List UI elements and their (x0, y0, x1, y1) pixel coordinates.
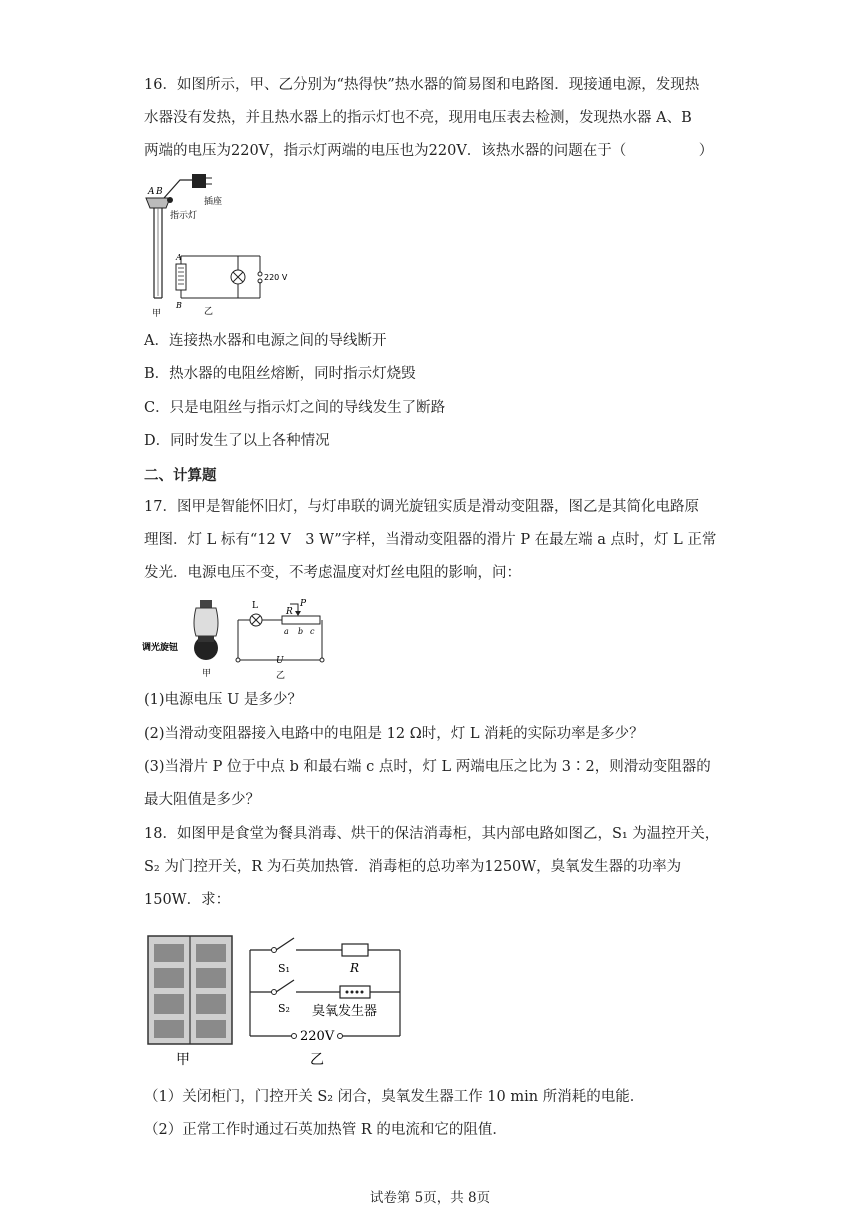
label-yi: 乙 (310, 1052, 324, 1068)
label-a: a (284, 627, 289, 636)
plug-icon (192, 174, 206, 188)
label-r: R (350, 961, 360, 975)
q18-figure (144, 930, 410, 1072)
q17-figure (140, 596, 330, 682)
q18-line-3: 150W．求： (144, 892, 231, 908)
label-220v: 220 V (264, 273, 288, 282)
label-b: B (156, 187, 163, 197)
switch-s1-icon (276, 938, 294, 950)
label-knob: 调光旋钮 (142, 643, 179, 653)
q17-line-3: 发光．电源电压不变，不考虑温度对灯丝电阻的影响，问： (144, 565, 521, 581)
label-b: b (298, 627, 304, 636)
q18-line-1: 18．如图甲是食堂为餐具消毒、烘干的保洁消毒柜，其内部电路如图乙，S₁ 为温控开关， (144, 826, 720, 842)
q17-sub-3: (3)当滑片 P 位于中点 b 和最右端 c 点时，灯 L 两端电压之比为 3∶2，则滑动变阻器的 (144, 759, 711, 775)
q17-sub-3-cont: 最大阻值是多少？ (144, 792, 260, 808)
label-ozone: 臭氧发生器 (312, 1004, 378, 1019)
q18-sub-1: （1）关闭柜门，门控开关 S₂ 闭合，臭氧发生器工作 10 min 所消耗的电能． (144, 1089, 645, 1105)
label-socket: 插座 (204, 197, 223, 207)
label-r: R (286, 607, 293, 617)
q16-option-a[interactable]: A．连接热水器和电源之间的导线断开 (144, 333, 387, 349)
q16-line-2: 水器没有发热，并且热水器上的指示灯也不亮，现用电压表去检测，发现热水器 A、B (144, 110, 692, 126)
page-footer: 试卷第 5页，共 8页 (369, 1190, 491, 1206)
label-s1: S₁ (278, 962, 290, 975)
label-yi: 乙 (276, 671, 286, 681)
section-title: 二、计算题 (144, 468, 217, 484)
label-p: P (300, 599, 307, 609)
indicator-lamp-icon (167, 197, 173, 203)
label-l: L (252, 601, 258, 611)
q18-sub-2: （2）正常工作时通过石英加热管 R 的电流和它的阻值． (144, 1122, 507, 1138)
q16-line-3: 两端的电压为220V，指示灯两端的电压也为220V．该热水器的问题在于（ ） (144, 143, 714, 159)
q17-line-2: 理图．灯 L 标有“12 V 3 W”字样，当滑动变阻器的滑片 P 在最左端 a 点时，灯 L 正常 (144, 532, 717, 548)
ozone-generator-icon (340, 986, 370, 998)
rheostat-icon (282, 616, 320, 624)
label-s2: S₂ (278, 1002, 290, 1015)
q16-option-c[interactable]: C．只是电阻丝与指示灯之间的导线发生了断路 (144, 400, 446, 416)
label-jia: 甲 (152, 309, 162, 319)
q17-sub-1: (1)电源电压 U 是多少？ (144, 692, 302, 708)
heater-r-icon (342, 944, 368, 956)
label-u: U (276, 656, 284, 666)
label-yi: 乙 (204, 307, 214, 317)
q16-option-d[interactable]: D．同时发生了以上各种情况 (144, 433, 330, 449)
q16-option-b[interactable]: B．热水器的电阻丝熔断，同时指示灯烧毁 (144, 366, 416, 382)
label-220v: 220V (300, 1029, 335, 1044)
label-b2: B (176, 301, 182, 310)
label-a2: A (176, 253, 182, 262)
label-jia: 甲 (202, 669, 212, 679)
label-jia: 甲 (176, 1052, 190, 1068)
oil-lamp-icon (194, 608, 218, 636)
q17-line-1: 17．图甲是智能怀旧灯，与灯串联的调光旋钮实质是滑动变阻器，图乙是其简化电路原 (144, 499, 699, 515)
label-a: A (148, 187, 155, 197)
q16-line-1: 16．如图所示，甲、乙分别为“热得快”热水器的简易图和电路图．现接通电源，发现热 (144, 77, 700, 93)
label-c: c (310, 627, 315, 636)
q17-sub-2: (2)当滑动变阻器接入电路中的电阻是 12 Ω时，灯 L 消耗的实际功率是多少？ (144, 726, 644, 742)
q18-line-2: S₂ 为门控开关，R 为石英加热管．消毒柜的总功率为1250W，臭氧发生器的功率为 (144, 859, 682, 875)
q16-figure (140, 168, 288, 320)
switch-s2-icon (276, 980, 294, 992)
label-indicator: 指示灯 (170, 211, 198, 221)
